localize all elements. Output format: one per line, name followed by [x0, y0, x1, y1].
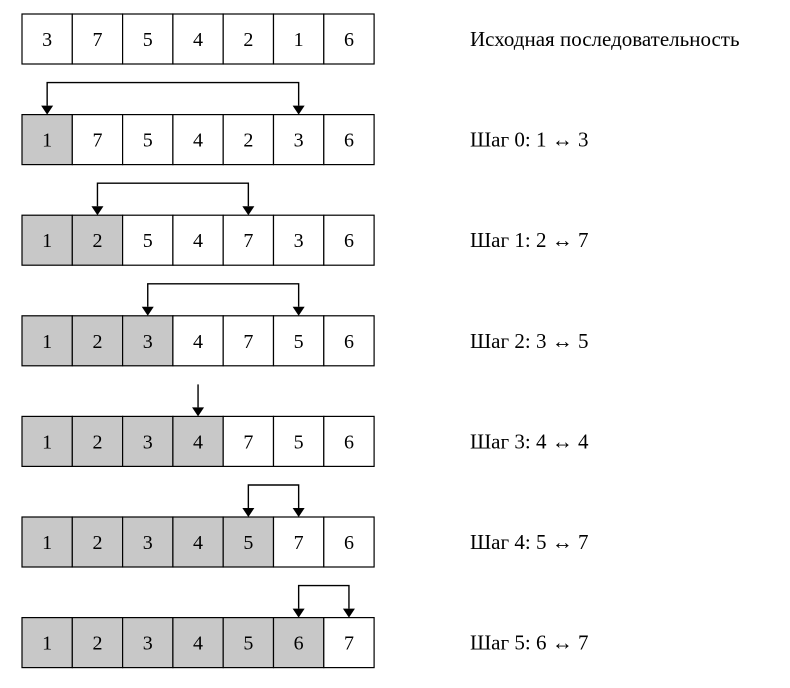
row-label: Шаг 0: 1 ↔ 3: [470, 127, 589, 152]
arrow-head: [293, 106, 305, 115]
arrow-head: [293, 609, 305, 618]
cell-value: 3: [42, 29, 53, 51]
cell-value: 7: [343, 632, 354, 655]
array-row-1: [22, 83, 588, 165]
arrow-head: [142, 307, 154, 316]
swap-arrow: [293, 586, 355, 618]
swap-arrow: [91, 183, 254, 215]
cell-value: 5: [142, 29, 153, 51]
array-row-4: [22, 384, 589, 466]
arrow-head: [343, 609, 355, 618]
cell-value: 3: [142, 431, 153, 454]
array-row-0: [22, 14, 740, 64]
cell-value: 3: [142, 632, 153, 655]
cell-value: 5: [293, 330, 304, 353]
cell-value: 2: [92, 532, 103, 554]
arrow-bracket: [299, 586, 349, 609]
cell-value: 2: [243, 29, 254, 51]
arrow-head: [192, 407, 204, 416]
cell-value: 6: [343, 230, 354, 253]
cell-value: 2: [92, 330, 103, 353]
arrow-head: [91, 206, 103, 215]
arrow-head: [242, 508, 254, 517]
cell-value: 1: [42, 632, 53, 655]
cell-value: 6: [343, 129, 354, 152]
array-row-2: [22, 183, 588, 265]
swap-arrow: [142, 284, 305, 316]
cell-value: 7: [92, 129, 103, 152]
array-row-6: [22, 586, 588, 668]
arrow-bracket: [47, 83, 299, 106]
cell-value: 5: [243, 632, 254, 655]
cell-value: 4: [193, 129, 204, 152]
arrow-head: [41, 106, 53, 115]
cell-value: 1: [42, 129, 53, 152]
cell-value: 6: [343, 330, 354, 353]
cell-value: 4: [193, 532, 204, 554]
cell-value: 6: [343, 431, 354, 454]
cell-value: 7: [293, 532, 304, 554]
cell-value: 1: [42, 330, 53, 353]
cell-value: 1: [42, 431, 53, 454]
cell-value: 1: [293, 29, 304, 51]
cell-value: 2: [92, 230, 103, 253]
arrow-bracket: [148, 284, 299, 307]
cell-value: 2: [92, 632, 103, 655]
cell-value: 2: [92, 431, 103, 454]
cell-value: 7: [243, 431, 254, 454]
swap-arrow: [242, 485, 304, 517]
cell-value: 1: [42, 230, 53, 253]
cell-value: 6: [343, 532, 354, 554]
cell-value: 4: [193, 230, 204, 253]
cell-value: 3: [142, 330, 153, 353]
cell-value: 3: [142, 532, 153, 554]
cell-value: 6: [293, 632, 304, 655]
cell-value: 5: [142, 230, 153, 253]
cell-value: 4: [193, 431, 204, 454]
array-row-3: [22, 284, 588, 366]
cell-value: 5: [142, 129, 153, 152]
row-label: Шаг 1: 2 ↔ 7: [470, 228, 589, 253]
swap-arrow: [41, 83, 305, 115]
arrow-bracket: [97, 183, 248, 206]
cell-value: 2: [243, 129, 254, 152]
row-label: Шаг 5: 6 ↔ 7: [470, 630, 589, 655]
arrow-bracket: [248, 485, 298, 508]
cell-value: 4: [193, 29, 204, 51]
array-row-5: [22, 485, 588, 567]
cell-value: 4: [193, 632, 204, 655]
cell-value: 4: [193, 330, 204, 353]
row-label: Шаг 4: 5 ↔ 7: [470, 530, 589, 554]
cell-value: 1: [42, 532, 53, 554]
row-label: Исходная последовательность: [470, 27, 740, 51]
cell-value: 3: [293, 230, 304, 253]
cell-value: 6: [343, 29, 354, 51]
arrow-head: [293, 307, 305, 316]
cell-value: 7: [92, 29, 103, 51]
arrow-head: [293, 508, 305, 517]
row-label: Шаг 2: 3 ↔ 5: [470, 328, 589, 353]
cell-value: 7: [243, 330, 254, 353]
cell-value: 5: [243, 532, 254, 554]
cell-value: 7: [243, 230, 254, 253]
cell-value: 3: [293, 129, 304, 152]
swap-arrow: [192, 384, 204, 416]
arrow-head: [242, 206, 254, 215]
row-label: Шаг 3: 4 ↔ 4: [470, 429, 589, 454]
cell-value: 5: [293, 431, 304, 454]
